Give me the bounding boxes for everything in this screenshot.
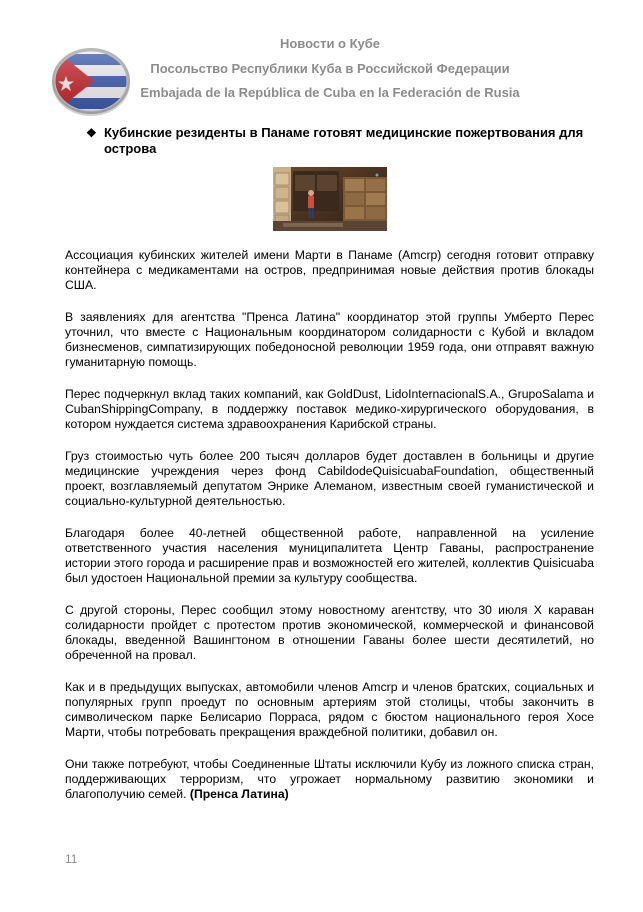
article-paragraph: Ассоциация кубинских жителей имени Марти в Панаме (Amcrp) сегодня готовит отправку контейнера с медикаментами на остров, предпринимая новые действия против блокады США. (65, 248, 594, 292)
article-paragraph-last (65, 757, 594, 802)
diamond-bullet-icon: ❖ (86, 126, 97, 140)
article-paragraph-text: Они также потребуют, чтобы Соединенные Штаты исключили Кубу из ложного списка стран, поддерживающих терроризм, что угрожает нормальному развитию экономики и благополучию семей. (65, 757, 594, 801)
header-embassy-es: Embajada de la República de Cuba en la Federación de Rusia (140, 85, 520, 100)
header-embassy-ru: Посольство Республики Куба в Российской Федерации (150, 61, 510, 76)
article-headline (86, 125, 606, 157)
article-paragraph: Как и в предыдущих выпусках, автомобили членов Amcrp и членов братских, социальных и популярных групп проедут по основным артериям этой столицы, чтобы закончить в символическом парке Белисарио Порраса, рядом с бюстом национального героя Хосе Марти, чтобы потребовать прекращения враждебной политики, добавил он. (65, 680, 594, 739)
article-paragraph: С другой стороны, Перес сообщил этому новостному агентству, что 30 июля X караван солидарности пройдет с протестом против экономической, коммерческой и финансовой блокады, введенной Вашингтоном в отношении Гаваны более шести десятилетий, но обреченной на провал. (65, 603, 594, 662)
article-paragraph: Благодаря более 40-летней общественной работе, направленной на усиление ответственного участия населения муниципалитета Центр Гаваны, распространение истории этого города и расширение прав и возможностей его жителей, коллектив Quisicuaba был удостоен Национальной премии за культуру сообщества. (65, 526, 594, 585)
cuban-flag-emblem-icon (50, 40, 132, 122)
article-body (65, 248, 594, 819)
article-paragraph: В заявлениях для агентства "Пренса Латина" координатор этой группы Умберто Перес уточнил, что вместе с Национальным координатором солидарности с Кубой и вкладом бизнесменов, симпатизирующих победоносной революции 1959 года, они отправят важную гуманитарную помощь. (65, 310, 594, 369)
warehouse-photo-icon (273, 167, 387, 231)
article-source: (Пренса Латина) (189, 787, 289, 801)
article-title: Кубинские резиденты в Панаме готовят медицинские пожертвования для острова (104, 125, 584, 156)
page-number: 11 (65, 852, 78, 866)
article-paragraph: Перес подчеркнул вклад таких компаний, как GoldDust, LidoInternacionalS.A., GrupoSalama и CubanShippingCompany, в поддержку поставок медико-хирургического оборудования, в котором нуждается система здравоохранения Карибской страны. (65, 387, 594, 431)
header-title-ru: Новости о Кубе (279, 36, 381, 51)
article-paragraph: Груз стоимостью чуть более 200 тысяч долларов будет доставлен в больницы и другие медицинские учреждения через фонд CabildodeQuisicuabaFoundation, общественный проект, возглавляемый депутатом Энрике Алеманом, известным своей гуманистической и социально-культурной деятельностью. (65, 449, 594, 508)
